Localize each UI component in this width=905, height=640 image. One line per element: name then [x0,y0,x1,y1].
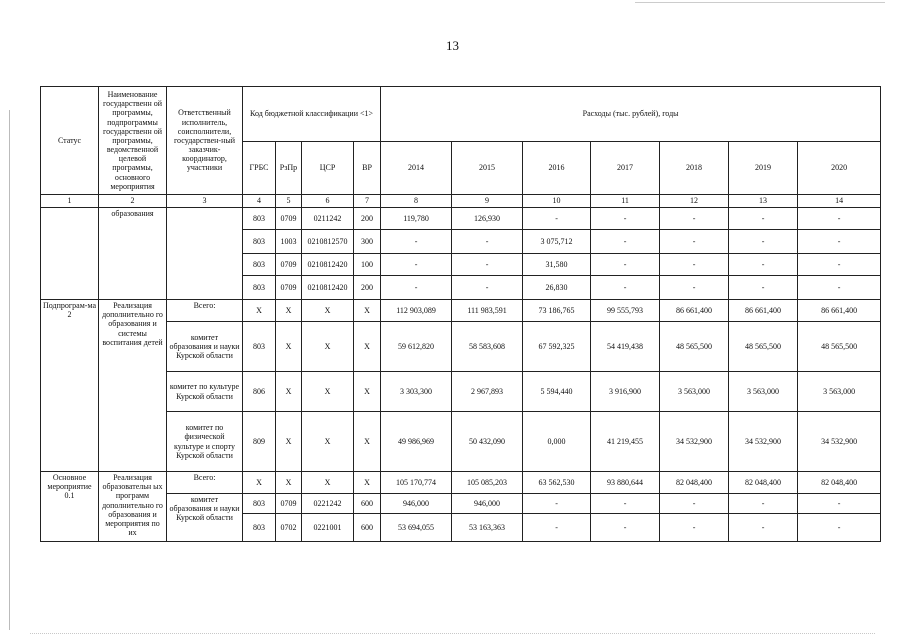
responsible-cell: комитет по физической культуре и спорту Курской области [167,412,243,472]
rzpr-cell: 0709 [276,494,302,514]
rzpr-cell: X [276,300,302,322]
amount-cell: 48 565,500 [729,322,798,372]
csr-cell: 0210812570 [302,230,354,254]
amount-cell: - [798,208,881,230]
amount-cell: - [798,514,881,542]
header-grbs: ГРБС [243,142,276,195]
responsible-cell: комитет по культуре Курской области [167,372,243,412]
amount-cell: - [523,208,591,230]
grbs-cell: 803 [243,208,276,230]
amount-cell: - [591,230,660,254]
amount-cell: - [798,276,881,300]
grbs-cell: 803 [243,254,276,276]
rzpr-cell: 0709 [276,208,302,230]
amount-cell: 53 163,363 [452,514,523,542]
amount-cell: 53 694,055 [381,514,452,542]
amount-cell: - [729,208,798,230]
vr-cell: 300 [354,230,381,254]
header-status: Статус [41,87,99,195]
csr-cell: 0210812420 [302,254,354,276]
amount-cell: 3 563,000 [660,372,729,412]
vr-cell: 600 [354,494,381,514]
amount-cell: 126,930 [452,208,523,230]
amount-cell: 31,580 [523,254,591,276]
header-year: 2018 [660,142,729,195]
grbs-cell: 803 [243,276,276,300]
amount-cell: 86 661,400 [660,300,729,322]
grbs-cell: 803 [243,322,276,372]
amount-cell: - [798,254,881,276]
amount-cell: 3 563,000 [798,372,881,412]
index-cell: 10 [523,195,591,208]
amount-cell: 5 594,440 [523,372,591,412]
amount-cell: - [523,494,591,514]
index-cell: 9 [452,195,523,208]
amount-cell: 48 565,500 [798,322,881,372]
rzpr-cell: X [276,472,302,494]
vr-cell: 200 [354,276,381,300]
amount-cell: - [381,230,452,254]
vr-cell: 100 [354,254,381,276]
program-name-cell: Реализация дополнительно го образования и системы воспитания детей [99,300,167,472]
header-rzpr: РзПр [276,142,302,195]
amount-cell: - [798,230,881,254]
amount-cell: 34 532,900 [798,412,881,472]
left-margin-line [9,110,10,630]
index-cell: 4 [243,195,276,208]
status-cell: Подпрограм-ма 2 [41,300,99,472]
header-row-1 [41,87,881,142]
rzpr-cell: X [276,322,302,372]
amount-cell: 58 583,608 [452,322,523,372]
header-csr: ЦСР [302,142,354,195]
amount-cell: - [798,494,881,514]
amount-cell: 82 048,400 [729,472,798,494]
grbs-cell: 803 [243,514,276,542]
grbs-cell: 806 [243,372,276,412]
header-year: 2016 [523,142,591,195]
header-year: 2014 [381,142,452,195]
grbs-cell: X [243,472,276,494]
amount-cell: - [591,254,660,276]
section-3 [41,472,881,542]
table-row [41,208,881,230]
index-cell: 14 [798,195,881,208]
responsible-cell: комитет образования и науки Курской области [167,494,243,542]
header-year: 2020 [798,142,881,195]
amount-cell: 49 986,969 [381,412,452,472]
header-year: 2015 [452,142,523,195]
amount-cell: 73 186,765 [523,300,591,322]
program-name-cell: Реализация образовательн ых программ дополнительно го образования и мероприятия по их [99,472,167,542]
amount-cell: 3 563,000 [729,372,798,412]
amount-cell: 2 967,893 [452,372,523,412]
vr-cell: X [354,322,381,372]
amount-cell: 3 303,300 [381,372,452,412]
top-edge-line [635,2,885,3]
csr-cell: X [302,412,354,472]
amount-cell: - [452,276,523,300]
amount-cell: - [660,276,729,300]
amount-cell: 26,830 [523,276,591,300]
index-cell: 12 [660,195,729,208]
program-name-cell: образования [99,208,167,300]
amount-cell: 3 916,900 [591,372,660,412]
amount-cell: 34 532,900 [729,412,798,472]
vr-cell: X [354,472,381,494]
csr-cell: 0210812420 [302,276,354,300]
amount-cell: 99 555,793 [591,300,660,322]
amount-cell: - [523,514,591,542]
amount-cell: - [729,276,798,300]
amount-cell: - [660,208,729,230]
amount-cell: - [591,494,660,514]
responsible-cell: Всего: [167,300,243,322]
status-cell [41,208,99,300]
amount-cell: 86 661,400 [729,300,798,322]
rzpr-cell: 0709 [276,254,302,276]
amount-cell: 105 085,203 [452,472,523,494]
table-row [41,372,881,412]
amount-cell: 34 532,900 [660,412,729,472]
amount-cell: - [660,230,729,254]
vr-cell: 600 [354,514,381,542]
section-2 [41,300,881,472]
amount-cell: 54 419,438 [591,322,660,372]
csr-cell: X [302,372,354,412]
table-row [41,322,881,372]
rzpr-cell: 0702 [276,514,302,542]
section-1 [41,208,881,300]
header-responsible: Ответственный исполнитель, соисполнители, государствен-ный заказчик-координатор, участники [167,87,243,195]
table-row [41,412,881,472]
index-cell: 2 [99,195,167,208]
index-cell: 11 [591,195,660,208]
amount-cell: - [591,208,660,230]
amount-cell: - [729,254,798,276]
amount-cell: 82 048,400 [660,472,729,494]
amount-cell: 48 565,500 [660,322,729,372]
table-row [41,300,881,322]
amount-cell: 111 983,591 [452,300,523,322]
index-cell: 6 [302,195,354,208]
amount-cell: - [452,254,523,276]
amount-cell: 86 661,400 [798,300,881,322]
grbs-cell: 803 [243,494,276,514]
amount-cell: 82 048,400 [798,472,881,494]
amount-cell: 112 903,089 [381,300,452,322]
responsible-cell: комитет образования и науки Курской области [167,322,243,372]
index-cell: 3 [167,195,243,208]
header-expenses: Расходы (тыс. рублей), годы [381,87,881,142]
amount-cell: 67 592,325 [523,322,591,372]
header-program-name: Наименование государственн ой программы, подпрограммы государственн ой программы, ведомственной целевой программы, основного мероприятия [99,87,167,195]
amount-cell: 50 432,090 [452,412,523,472]
amount-cell: 3 075,712 [523,230,591,254]
amount-cell: 105 170,774 [381,472,452,494]
grbs-cell: 803 [243,230,276,254]
csr-cell: 0211242 [302,208,354,230]
amount-cell: 93 880,644 [591,472,660,494]
csr-cell: X [302,300,354,322]
table-row [41,472,881,494]
header-year: 2017 [591,142,660,195]
csr-cell: 0221242 [302,494,354,514]
responsible-cell: Всего: [167,472,243,494]
rzpr-cell: 1003 [276,230,302,254]
rzpr-cell: X [276,372,302,412]
amount-cell: 946,000 [452,494,523,514]
amount-cell: - [591,514,660,542]
status-cell: Основное мероприятие 0.1 [41,472,99,542]
vr-cell: 200 [354,208,381,230]
bottom-scan-line [30,633,875,635]
grbs-cell: 809 [243,412,276,472]
amount-cell: - [381,276,452,300]
amount-cell: 63 562,530 [523,472,591,494]
page-number: 13 [446,38,459,53]
amount-cell: - [660,494,729,514]
header-vr: ВР [354,142,381,195]
csr-cell: X [302,472,354,494]
rzpr-cell: X [276,412,302,472]
index-cell: 13 [729,195,798,208]
amount-cell: 946,000 [381,494,452,514]
amount-cell: - [729,230,798,254]
amount-cell: - [660,514,729,542]
responsible-cell [167,208,243,300]
index-cell: 8 [381,195,452,208]
vr-cell: X [354,372,381,412]
vr-cell: X [354,300,381,322]
grbs-cell: X [243,300,276,322]
amount-cell: 0,000 [523,412,591,472]
csr-cell: 0221001 [302,514,354,542]
amount-cell: - [591,276,660,300]
index-cell: 7 [354,195,381,208]
index-cell: 5 [276,195,302,208]
vr-cell: X [354,412,381,472]
header-year: 2019 [729,142,798,195]
budget-table [40,86,881,542]
amount-cell: - [729,494,798,514]
amount-cell: - [660,254,729,276]
index-cell: 1 [41,195,99,208]
header-budget-code: Код бюджетной классификации <1> [243,87,381,142]
amount-cell: - [452,230,523,254]
amount-cell: - [729,514,798,542]
csr-cell: X [302,322,354,372]
table-row [41,494,881,514]
amount-cell: 41 219,455 [591,412,660,472]
rzpr-cell: 0709 [276,276,302,300]
index-row [41,195,881,208]
amount-cell: 59 612,820 [381,322,452,372]
amount-cell: 119,780 [381,208,452,230]
amount-cell: - [381,254,452,276]
